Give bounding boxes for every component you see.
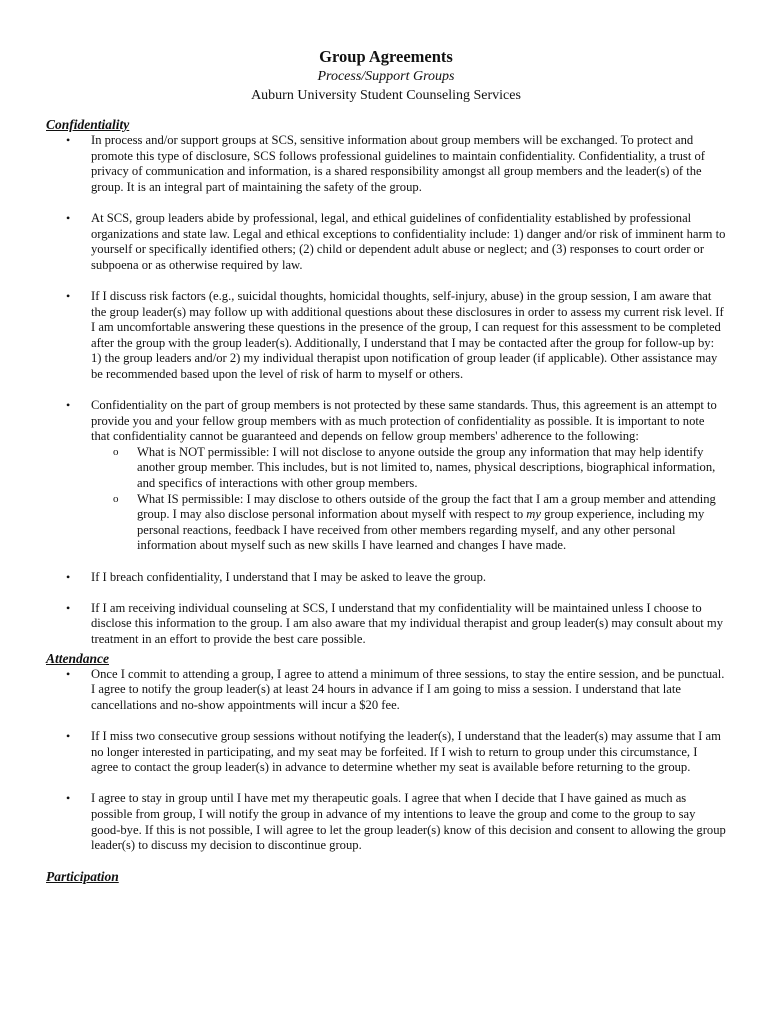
- list-item: [46, 133, 726, 195]
- list-item: [46, 791, 726, 853]
- list-item: [46, 667, 726, 714]
- document-header: [46, 46, 726, 105]
- bullet-icon: •: [66, 210, 71, 225]
- bullet-icon: •: [66, 288, 71, 303]
- section-heading-participation: Participation: [46, 869, 119, 885]
- list-item-text: I agree to stay in group until I have met my therapeutic goals. I agree that when I decide that I have gained as much as possible from group, I will notify the group in advance of my intentions to leave the group and come to the group to say good-bye. If this is not possible, I will agree to let the group leader(s) know of this decision and consent to allowing the group leader(s) to discuss my decision to discontinue group.: [91, 791, 726, 853]
- list-item-text: If I discuss risk factors (e.g., suicidal thoughts, homicidal thoughts, self-injury, abuse) in the group session, I am aware that the group leader(s) may follow up with additional questions about these disclosures in order to assess my current risk level. If I am uncomfortable answering these questions in the presence of the group, I can request for this assessment to be completed after the group with the group leader(s). Additionally, I understand that I may be contacted after the group for follow-up by: 1) the group leaders and/or 2) my individual therapist upon notification of group leader (if applicable). Other assistance may be recommended based upon the level of risk of harm to myself or others.: [91, 288, 724, 381]
- sub-list-item-text: What is NOT permissible: I will not disclose to anyone outside the group any information that may help identify another group member. This includes, but is not limited to, names, physical descriptions, biographical information, and specifics of interactions with other group members.: [137, 444, 716, 491]
- list-item: [46, 601, 726, 648]
- sub-list-item-text-continued: group experience, including my personal reactions, feedback I have received from other members regarding myself, and any other personal information about myself such as new skills I have learned and changes I have made.: [137, 507, 705, 553]
- bullet-icon: •: [66, 398, 71, 413]
- organization-name: Auburn University Student Counseling Services: [251, 88, 521, 103]
- emphasis-text: my: [526, 507, 541, 522]
- sub-list-item: [91, 445, 726, 492]
- section-heading-attendance: Attendance: [46, 650, 109, 666]
- section-attendance: [46, 651, 726, 854]
- bullet-icon: •: [66, 666, 71, 681]
- sub-list-item-text: What IS permissible: I may disclose to others outside of the group the fact that I am a group member and attending group. I may also disclose personal information about myself with respect to: [137, 491, 716, 522]
- sub-list-item: [91, 492, 726, 554]
- section-participation: [46, 869, 726, 885]
- list-item-text: At SCS, group leaders abide by professional, legal, and ethical guidelines of confidentiality established by professional organizations and state law. Legal and ethical exceptions to confidentiality include: 1) danger and/or risk of imminent harm to yourself or specifically identified others; (2) child or dependent adult abuse or neglect; and (3) responses to court order or subpoena or as otherwise required by law.: [91, 210, 726, 272]
- list-item-text: If I miss two consecutive group sessions without notifying the leader(s), I understand that the leader(s) may assume that I am no longer interested in participating, and my seat may be forfeited. If I wish to return to group under this circumstance, I agree to contact the group leader(s) in advance to determine whether my seat is available before returning to the group.: [91, 728, 721, 775]
- section-heading-confidentiality: Confidentiality: [46, 117, 130, 132]
- list-item: [46, 211, 726, 273]
- list-item-text: Once I commit to attending a group, I agree to attend a minimum of three sessions, to stay the entire session, and be punctual. I agree to notify the group leader(s) at least 24 hours in advance if I am going to miss a session. I understand that late cancellations and no-show appointments will incur a $20 fee.: [91, 666, 725, 712]
- bullet-icon: •: [66, 728, 71, 743]
- list-item: [46, 398, 726, 554]
- list-item: [46, 570, 726, 586]
- list-item-text: If I breach confidentiality, I understand that I may be asked to leave the group.: [91, 569, 487, 584]
- document-title: Group Agreements: [319, 47, 453, 66]
- bullet-icon: •: [66, 569, 71, 584]
- bullet-icon: •: [66, 133, 71, 147]
- confidentiality-list: [46, 133, 726, 648]
- attendance-list: [46, 667, 726, 854]
- sub-bullet-icon: o: [113, 445, 119, 458]
- sub-list: [91, 445, 726, 554]
- list-item: [46, 289, 726, 383]
- section-confidentiality: [46, 117, 726, 648]
- list-item: [46, 729, 726, 776]
- sub-bullet-icon: o: [113, 492, 119, 505]
- list-item-text: If I am receiving individual counseling at SCS, I understand that my confidentiality will be maintained unless I choose to disclose this information to the group. I am also aware that my individual therapist and group leader(s) may consult about my treatment in an effort to provide the best care possible.: [91, 600, 723, 646]
- list-item-text: In process and/or support groups at SCS, sensitive information about group members will be exchanged. To protect and promote this type of disclosure, SCS follows professional guidelines to maintain confidentiality. Confidentiality, a trust of privacy of communication and information, is a shared responsibility amongst all group members and the leader(s) of the group. It is an integral part of maintaining the safety of the group.: [91, 133, 705, 194]
- bullet-icon: •: [66, 791, 71, 806]
- document-subtitle: Process/Support Groups: [317, 69, 455, 84]
- list-item-text: Confidentiality on the part of group members is not protected by these same standards. Thus, this agreement is an attempt to provide you and your fellow group members with as much protection of confidentiality as possible. It is important to note that confidentiality cannot be guaranteed and depends on fellow group members' adherence to the following:: [91, 398, 717, 444]
- bullet-icon: •: [66, 600, 71, 615]
